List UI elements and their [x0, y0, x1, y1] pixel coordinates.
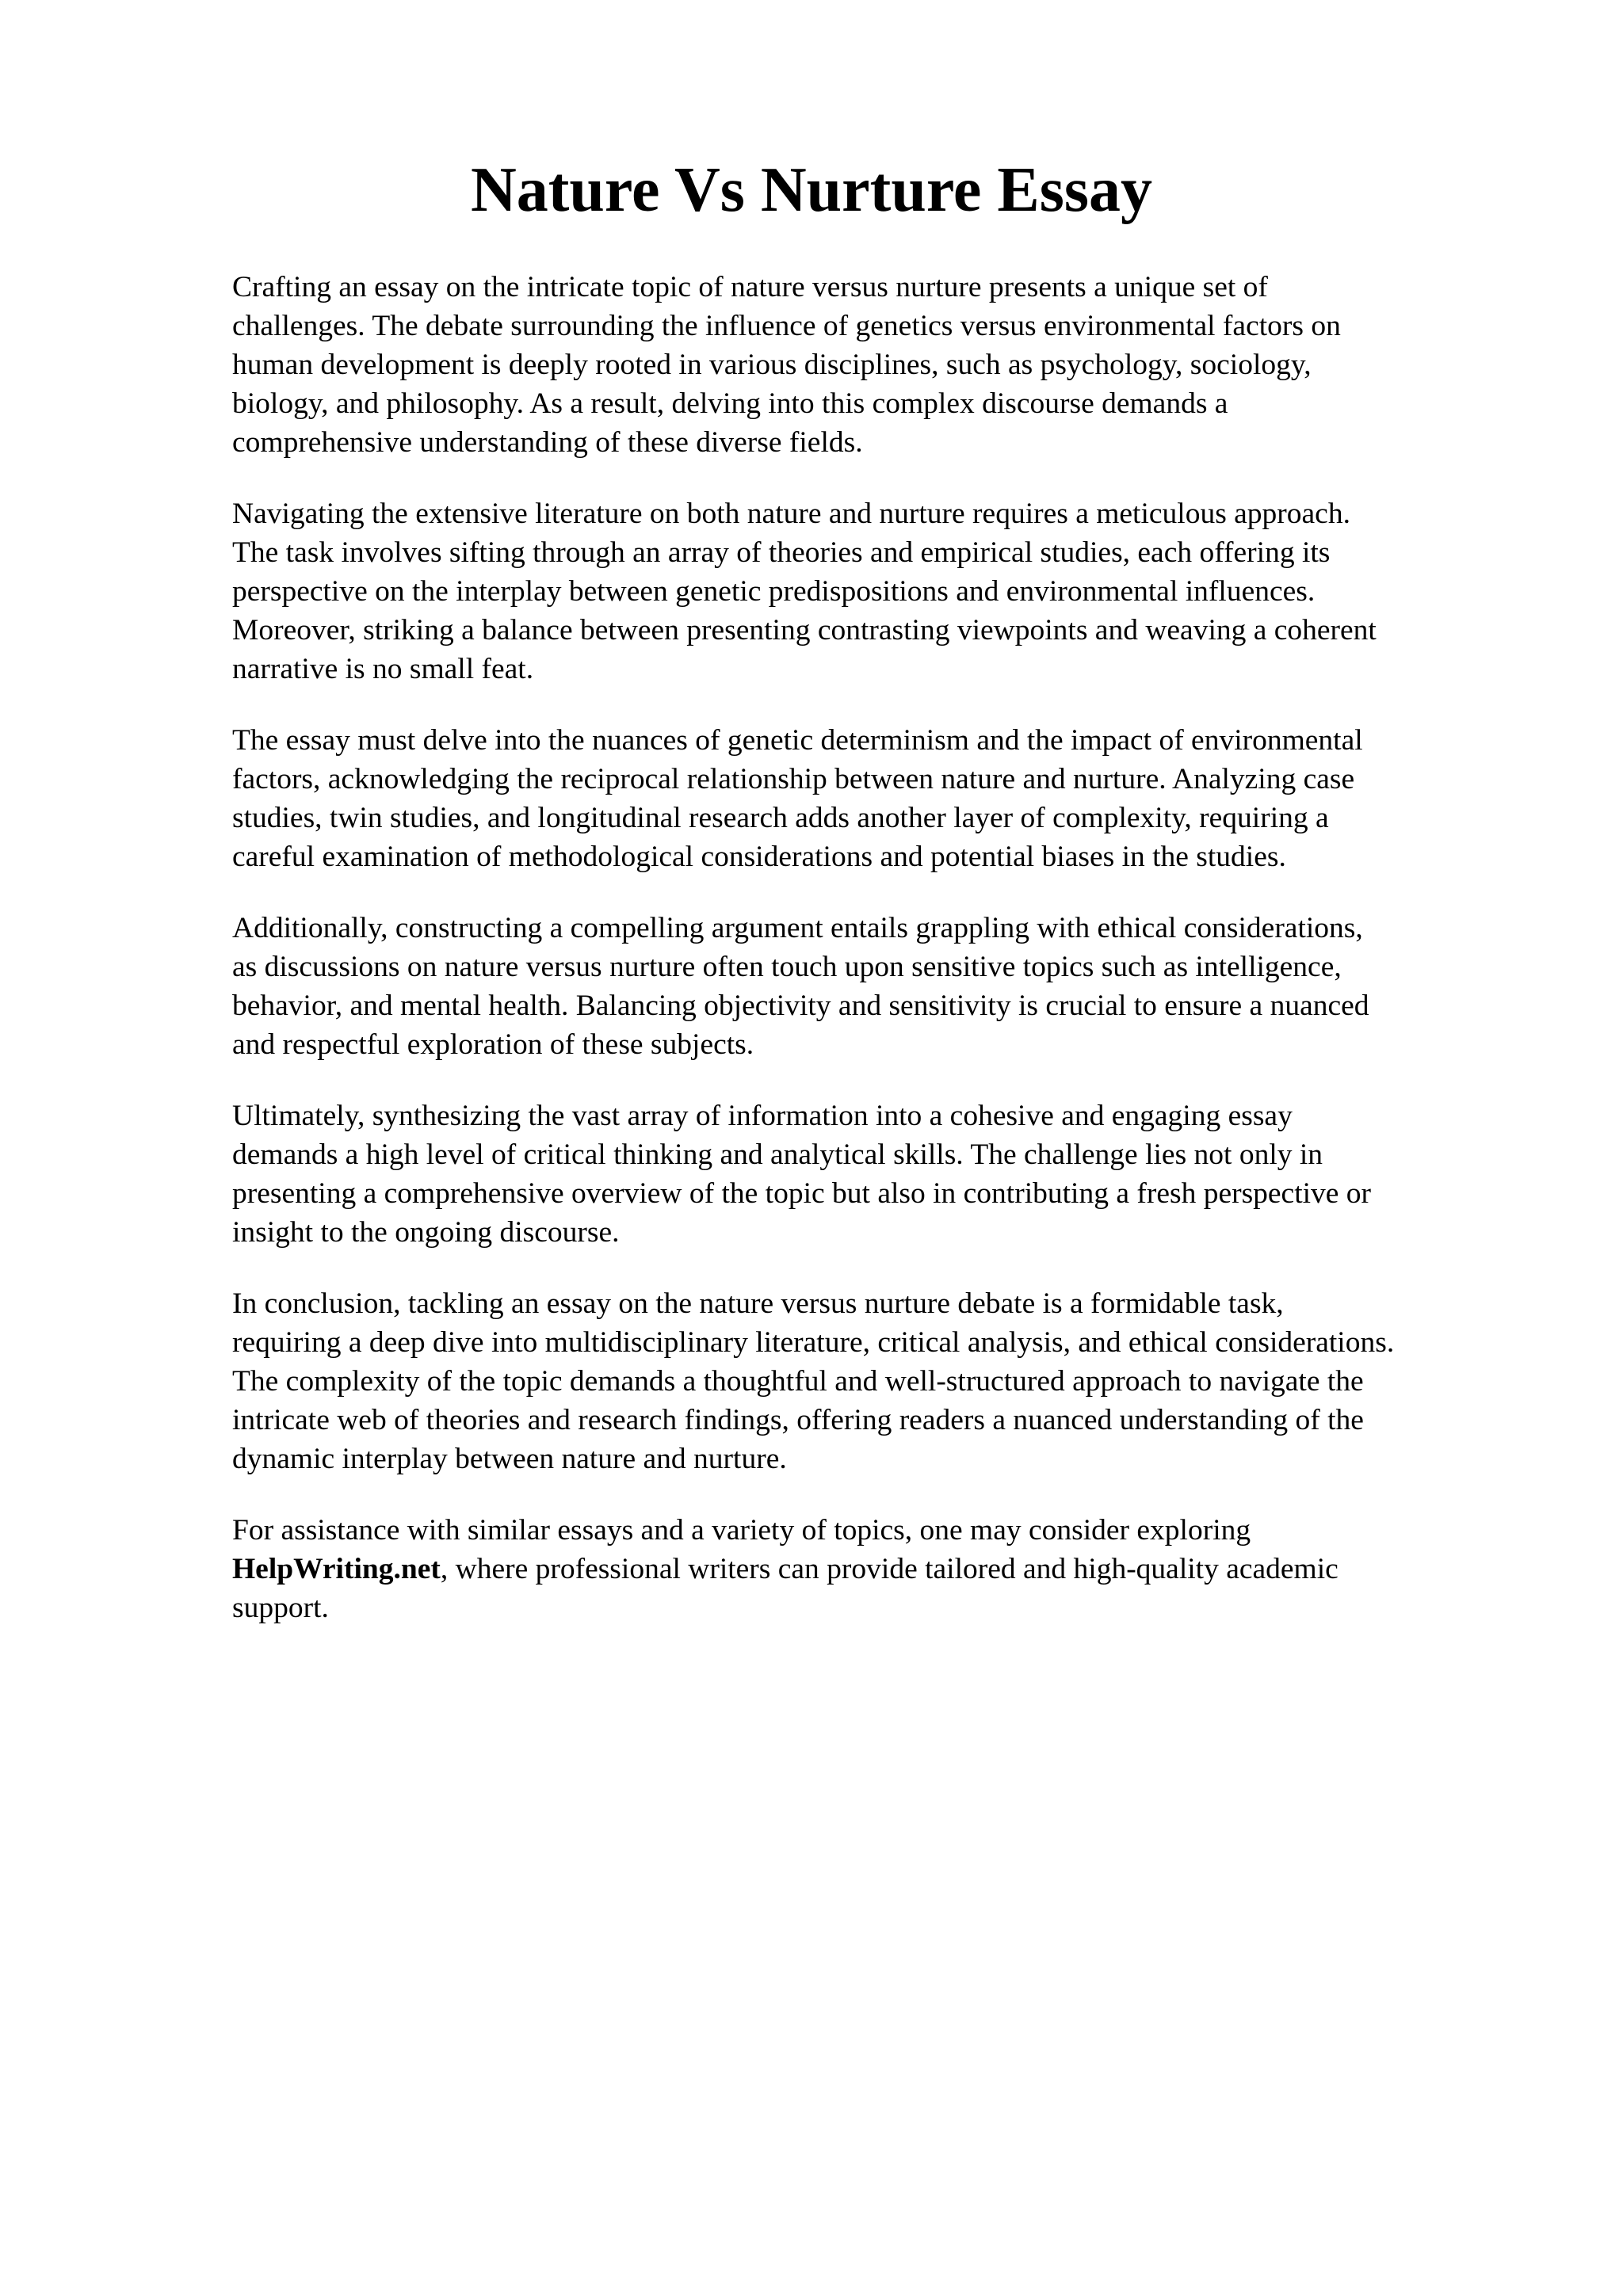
- text-line: careful examination of methodological considerations and potential biases in the studies.: [232, 841, 1286, 873]
- text-line: Ultimately, synthesizing the vast array of information into a cohesive and engaging essay: [232, 1100, 1293, 1132]
- text-line: The essay must delve into the nuances of genetic determinism and the impact of environmental: [232, 724, 1363, 757]
- text-line: The task involves sifting through an array of theories and empirical studies, each offering its: [232, 536, 1331, 569]
- closing-line-rest: , where professional writers can provide tailored and high-quality academic: [440, 1553, 1338, 1585]
- text-line: For assistance with similar essays and a variety of topics, one may consider exploring: [232, 1514, 1251, 1547]
- text-line: Navigating the extensive literature on both nature and nurture requires a meticulous approach.: [232, 498, 1350, 530]
- text-line: support.: [232, 1592, 329, 1624]
- paragraph-2: [232, 494, 1540, 688]
- essay-body: [232, 268, 1540, 1660]
- text-line: factors, acknowledging the reciprocal relationship between nature and nurture. Analyzing case: [232, 763, 1355, 795]
- text-line: studies, twin studies, and longitudinal research adds another layer of complexity, requiring a: [232, 802, 1329, 834]
- text-line: comprehensive understanding of these diverse fields.: [232, 426, 863, 459]
- text-line: [232, 1550, 1540, 1589]
- text-line: perspective on the interplay between genetic predispositions and environmental influences.: [232, 575, 1316, 608]
- paragraph-1: [232, 268, 1540, 462]
- text-line: and respectful exploration of these subjects.: [232, 1028, 754, 1061]
- text-line: Moreover, striking a balance between presenting contrasting viewpoints and weaving a coherent: [232, 614, 1377, 646]
- text-line: dynamic interplay between nature and nurture.: [232, 1443, 787, 1475]
- text-line: demands a high level of critical thinking and analytical skills. The challenge lies not only in: [232, 1138, 1323, 1171]
- text-line: as discussions on nature versus nurture often touch upon sensitive topics such as intelligence,: [232, 951, 1342, 983]
- text-line: behavior, and mental health. Balancing objectivity and sensitivity is crucial to ensure a nuanced: [232, 990, 1369, 1022]
- text-line: requiring a deep dive into multidisciplinary literature, critical analysis, and ethical considerations.: [232, 1326, 1395, 1359]
- text-line: Additionally, constructing a compelling argument entails grappling with ethical considerations,: [232, 912, 1363, 944]
- text-line: human development is deeply rooted in various disciplines, such as psychology, sociology,: [232, 349, 1312, 381]
- paragraph-6: [232, 1284, 1540, 1478]
- helpwriting-link[interactable]: HelpWriting.net: [232, 1553, 441, 1585]
- closing-paragraph: [232, 1511, 1540, 1627]
- text-line: presenting a comprehensive overview of the topic but also in contributing a fresh perspective or: [232, 1177, 1372, 1210]
- text-line: biology, and philosophy. As a result, delving into this complex discourse demands a: [232, 387, 1228, 420]
- text-line: Crafting an essay on the intricate topic of nature versus nurture presents a unique set of: [232, 271, 1268, 303]
- text-line: narrative is no small feat.: [232, 653, 534, 685]
- text-line: intricate web of theories and research findings, offering readers a nuanced understanding of the: [232, 1404, 1364, 1436]
- paragraph-4: [232, 909, 1540, 1064]
- page-title: Nature Vs Nurture Essay: [470, 155, 1153, 225]
- text-line: The complexity of the topic demands a thoughtful and well-structured approach to navigate the: [232, 1365, 1364, 1398]
- paragraph-5: [232, 1097, 1540, 1252]
- text-line: In conclusion, tackling an essay on the nature versus nurture debate is a formidable task,: [232, 1287, 1284, 1320]
- text-line: challenges. The debate surrounding the influence of genetics versus environmental factors on: [232, 310, 1341, 342]
- paragraph-3: [232, 721, 1540, 876]
- text-line: insight to the ongoing discourse.: [232, 1216, 620, 1249]
